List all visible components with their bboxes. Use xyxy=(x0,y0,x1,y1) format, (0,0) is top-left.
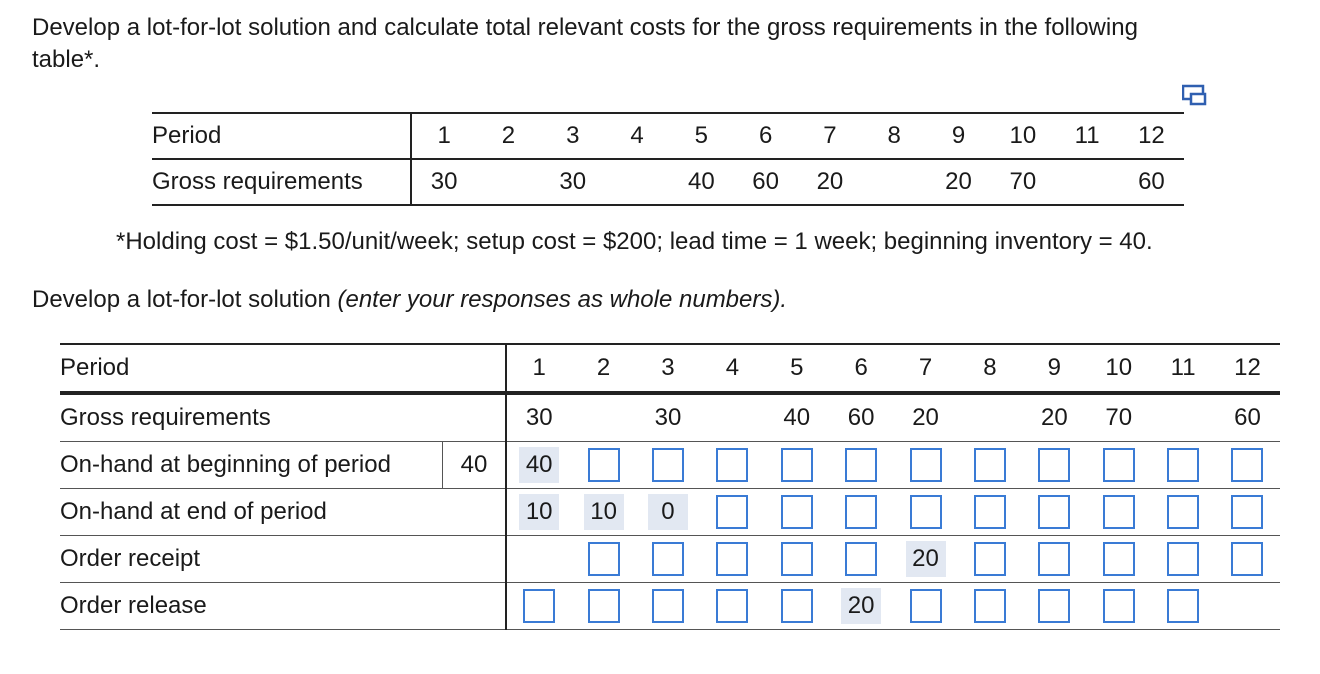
order-receipt-input-4[interactable] xyxy=(716,542,748,576)
given-gross-cell-6: 60 xyxy=(733,159,797,205)
order-receipt-cell-1 xyxy=(506,536,571,583)
initial-blank-cell xyxy=(443,344,507,393)
onhand-begin-input-8[interactable] xyxy=(974,448,1006,482)
initial-blank-cell xyxy=(443,489,507,536)
answer-period-cell-3: 3 xyxy=(636,344,700,393)
onhand-end-value-1[interactable]: 10 xyxy=(519,494,559,530)
order-release-row xyxy=(60,583,1280,630)
given-gross-cell-3: 30 xyxy=(541,159,605,205)
onhand-end-cell-4 xyxy=(700,489,764,536)
answer-period-row xyxy=(60,344,1280,393)
order-receipt-input-5[interactable] xyxy=(781,542,813,576)
answer-period-cell-4: 4 xyxy=(700,344,764,393)
given-period-cell-12: 12 xyxy=(1119,113,1183,159)
onhand-end-cell-5 xyxy=(765,489,829,536)
answer-period-cell-8: 8 xyxy=(958,344,1022,393)
onhand-begin-input-4[interactable] xyxy=(716,448,748,482)
onhand-end-cell-8 xyxy=(958,489,1022,536)
order-release-input-11[interactable] xyxy=(1167,589,1199,623)
onhand-end-row xyxy=(60,489,1280,536)
given-period-cell-8: 8 xyxy=(862,113,926,159)
answer-period-cell-2: 2 xyxy=(571,344,635,393)
onhand-end-cell-6 xyxy=(829,489,893,536)
onhand-begin-cell-11 xyxy=(1151,442,1215,489)
given-period-cell-6: 6 xyxy=(733,113,797,159)
order-receipt-cell-11 xyxy=(1151,536,1215,583)
answer-gross-cell-12: 60 xyxy=(1215,393,1279,442)
lot-for-lot-answer-table xyxy=(60,343,1280,630)
intro-text: Develop a lot-for-lot solution and calculate total relevant costs for the gross requirements in the following table*. xyxy=(32,14,1138,73)
onhand-end-cell-3 xyxy=(636,489,700,536)
order-receipt-cell-6 xyxy=(829,536,893,583)
order-release-input-8[interactable] xyxy=(974,589,1006,623)
answer-gross-cell-3: 30 xyxy=(636,393,700,442)
onhand-begin-cell-1 xyxy=(506,442,571,489)
onhand-begin-cell-8 xyxy=(958,442,1022,489)
onhand-end-input-12[interactable] xyxy=(1231,495,1263,529)
initial-inventory: 40 xyxy=(443,442,507,489)
order-receipt-input-12[interactable] xyxy=(1231,542,1263,576)
answer-period-cell-6: 6 xyxy=(829,344,893,393)
order-release-cell-8 xyxy=(958,583,1022,630)
order-receipt-cell-5 xyxy=(765,536,829,583)
initial-blank-cell xyxy=(443,393,507,442)
given-period-cell-2: 2 xyxy=(476,113,540,159)
answer-period-cell-1: 1 xyxy=(506,344,571,393)
onhand-begin-input-7[interactable] xyxy=(910,448,942,482)
answer-period-cell-5: 5 xyxy=(765,344,829,393)
order-release-input-10[interactable] xyxy=(1103,589,1135,623)
onhand-end-cell-9 xyxy=(1022,489,1086,536)
onhand-begin-row xyxy=(60,442,1280,489)
onhand-end-value-3[interactable]: 0 xyxy=(648,494,688,530)
answer-period-cell-7: 7 xyxy=(893,344,957,393)
given-requirements-table xyxy=(152,112,1184,206)
onhand-end-input-11[interactable] xyxy=(1167,495,1199,529)
instruction-main: Develop a lot-for-lot solution xyxy=(32,286,338,313)
order-receipt-cell-2 xyxy=(571,536,635,583)
answer-period-cell-10: 10 xyxy=(1087,344,1151,393)
onhand-end-cell-10 xyxy=(1087,489,1151,536)
order-receipt-cell-4 xyxy=(700,536,764,583)
order-receipt-input-6[interactable] xyxy=(845,542,877,576)
onhand-end-label: On-hand at end of period xyxy=(60,489,443,536)
order-release-cell-4 xyxy=(700,583,764,630)
given-period-cell-7: 7 xyxy=(798,113,862,159)
answer-gross-cell-5: 40 xyxy=(765,393,829,442)
initial-blank-cell xyxy=(443,536,507,583)
given-gross-cell-1: 30 xyxy=(411,159,476,205)
onhand-begin-input-2[interactable] xyxy=(588,448,620,482)
instruction-hint: (enter your responses as whole numbers). xyxy=(337,286,788,313)
order-release-cell-1 xyxy=(506,583,571,630)
given-period-cell-5: 5 xyxy=(669,113,733,159)
order-release-cell-7 xyxy=(893,583,957,630)
order-release-input-9[interactable] xyxy=(1038,589,1070,623)
order-release-cell-10 xyxy=(1087,583,1151,630)
onhand-begin-cell-3 xyxy=(636,442,700,489)
order-release-value-6[interactable]: 20 xyxy=(841,588,881,624)
answer-period-cell-12: 12 xyxy=(1215,344,1279,393)
order-release-cell-2 xyxy=(571,583,635,630)
onhand-begin-input-11[interactable] xyxy=(1167,448,1199,482)
answer-period-cell-11: 11 xyxy=(1151,344,1215,393)
order-release-cell-9 xyxy=(1022,583,1086,630)
onhand-end-input-7[interactable] xyxy=(910,495,942,529)
order-receipt-cell-12 xyxy=(1215,536,1279,583)
given-period-row xyxy=(152,113,1184,159)
given-gross-cell-8 xyxy=(862,159,926,205)
given-gross-cell-7: 20 xyxy=(798,159,862,205)
given-period-cell-3: 3 xyxy=(541,113,605,159)
onhand-end-input-4[interactable] xyxy=(716,495,748,529)
given-period-label: Period xyxy=(152,113,411,159)
onhand-begin-input-5[interactable] xyxy=(781,448,813,482)
order-receipt-label: Order receipt xyxy=(60,536,443,583)
order-release-input-7[interactable] xyxy=(910,589,942,623)
order-receipt-cell-8 xyxy=(958,536,1022,583)
answer-gross-cell-1: 30 xyxy=(506,393,571,442)
onhand-end-input-5[interactable] xyxy=(781,495,813,529)
onhand-end-input-6[interactable] xyxy=(845,495,877,529)
onhand-begin-input-3[interactable] xyxy=(652,448,684,482)
copy-table-icon[interactable] xyxy=(1182,84,1208,106)
given-period-cell-4: 4 xyxy=(605,113,669,159)
instruction-text xyxy=(32,286,787,314)
onhand-end-cell-11 xyxy=(1151,489,1215,536)
order-receipt-input-9[interactable] xyxy=(1038,542,1070,576)
answer-gross-cell-4 xyxy=(700,393,764,442)
answer-gross-label: Gross requirements xyxy=(60,393,443,442)
order-receipt-value-7[interactable]: 20 xyxy=(906,541,946,577)
answer-period-cell-9: 9 xyxy=(1022,344,1086,393)
given-gross-cell-5: 40 xyxy=(669,159,733,205)
given-gross-label: Gross requirements xyxy=(152,159,411,205)
onhand-begin-input-6[interactable] xyxy=(845,448,877,482)
onhand-end-input-10[interactable] xyxy=(1103,495,1135,529)
onhand-end-cell-7 xyxy=(893,489,957,536)
onhand-begin-cell-10 xyxy=(1087,442,1151,489)
onhand-begin-cell-9 xyxy=(1022,442,1086,489)
onhand-begin-cell-5 xyxy=(765,442,829,489)
initial-blank-cell xyxy=(443,583,507,630)
given-period-cell-1: 1 xyxy=(411,113,476,159)
onhand-begin-input-12[interactable] xyxy=(1231,448,1263,482)
given-gross-cell-9: 20 xyxy=(926,159,990,205)
onhand-end-input-8[interactable] xyxy=(974,495,1006,529)
order-release-input-4[interactable] xyxy=(716,589,748,623)
given-gross-cell-10: 70 xyxy=(991,159,1055,205)
order-release-input-1[interactable] xyxy=(523,589,555,623)
onhand-end-cell-1 xyxy=(506,489,571,536)
order-release-cell-6 xyxy=(829,583,893,630)
given-gross-row xyxy=(152,159,1184,205)
onhand-end-cell-12 xyxy=(1215,489,1279,536)
given-period-cell-10: 10 xyxy=(991,113,1055,159)
given-period-cell-9: 9 xyxy=(926,113,990,159)
order-release-cell-5 xyxy=(765,583,829,630)
onhand-begin-cell-6 xyxy=(829,442,893,489)
onhand-begin-cell-7 xyxy=(893,442,957,489)
order-release-cell-3 xyxy=(636,583,700,630)
onhand-begin-cell-2 xyxy=(571,442,635,489)
order-receipt-cell-10 xyxy=(1087,536,1151,583)
given-gross-cell-11 xyxy=(1055,159,1119,205)
onhand-end-value-2[interactable]: 10 xyxy=(584,494,624,530)
order-release-cell-11 xyxy=(1151,583,1215,630)
order-receipt-input-3[interactable] xyxy=(652,542,684,576)
order-release-input-2[interactable] xyxy=(588,589,620,623)
order-receipt-cell-3 xyxy=(636,536,700,583)
order-receipt-row xyxy=(60,536,1280,583)
onhand-begin-input-9[interactable] xyxy=(1038,448,1070,482)
order-release-label: Order release xyxy=(60,583,443,630)
answer-gross-cell-11 xyxy=(1151,393,1215,442)
order-release-cell-12 xyxy=(1215,583,1279,630)
given-gross-cell-12: 60 xyxy=(1119,159,1183,205)
onhand-end-cell-2 xyxy=(571,489,635,536)
answer-gross-cell-6: 60 xyxy=(829,393,893,442)
onhand-begin-cell-12 xyxy=(1215,442,1279,489)
onhand-begin-cell-4 xyxy=(700,442,764,489)
onhand-begin-input-10[interactable] xyxy=(1103,448,1135,482)
order-release-input-3[interactable] xyxy=(652,589,684,623)
order-receipt-cell-7 xyxy=(893,536,957,583)
given-gross-cell-2 xyxy=(476,159,540,205)
order-receipt-input-8[interactable] xyxy=(974,542,1006,576)
given-gross-cell-4 xyxy=(605,159,669,205)
answer-gross-cell-10: 70 xyxy=(1087,393,1151,442)
order-receipt-input-11[interactable] xyxy=(1167,542,1199,576)
answer-gross-cell-9: 20 xyxy=(1022,393,1086,442)
onhand-begin-label: On-hand at beginning of period xyxy=(60,442,443,489)
cost-footnote: *Holding cost = $1.50/unit/week; setup cost = $200; lead time = 1 week; beginning inventory = 40. xyxy=(116,228,1153,255)
answer-gross-row xyxy=(60,393,1280,442)
answer-period-label: Period xyxy=(60,344,443,393)
order-receipt-input-2[interactable] xyxy=(588,542,620,576)
onhand-begin-value-1[interactable]: 40 xyxy=(519,447,559,483)
answer-gross-cell-7: 20 xyxy=(893,393,957,442)
order-receipt-cell-9 xyxy=(1022,536,1086,583)
answer-gross-cell-2 xyxy=(571,393,635,442)
answer-gross-cell-8 xyxy=(958,393,1022,442)
given-period-cell-11: 11 xyxy=(1055,113,1119,159)
order-release-input-5[interactable] xyxy=(781,589,813,623)
onhand-end-input-9[interactable] xyxy=(1038,495,1070,529)
order-receipt-input-10[interactable] xyxy=(1103,542,1135,576)
